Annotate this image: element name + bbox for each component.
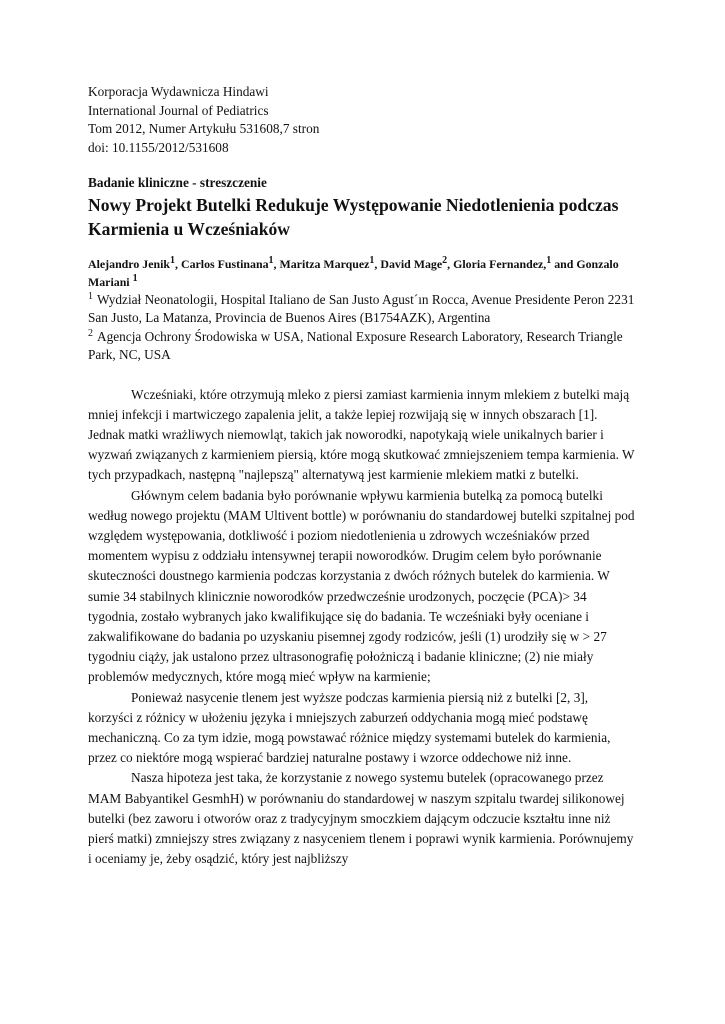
article-title: Nowy Projekt Butelki Redukuje Występowanie Niedotlenienia podczas Karmienia u Wcześniaków xyxy=(88,195,619,239)
publisher-name: Korporacja Wydawnicza Hindawi xyxy=(88,84,269,99)
abstract-body xyxy=(88,385,636,870)
author-name: Gonzalo Mariani xyxy=(88,257,619,289)
affiliation-item xyxy=(88,328,636,365)
journal-name: International Journal of Pediatrics xyxy=(88,102,269,118)
author-name: Gloria Fernandez, xyxy=(453,257,547,271)
affiliation-item xyxy=(88,291,636,328)
author-separator: , xyxy=(273,257,280,271)
author-affiliation-mark: 1 xyxy=(369,255,375,266)
affiliation-text: Agencja Ochrony Środowiska w USA, National Exposure Research Laboratory, Research Triangle Park, NC, USA xyxy=(88,328,623,363)
body-paragraph: Nasza hipoteza jest taka, że korzystanie z nowego systemu butelek (opracowanego przez MAM Babyantikel GesmhH) w porównaniu do standardowej w naszym szpitalu twardej silikonowej butelki (bez zaworu i otworów oraz z tradycyjnym smoczkiem dającym odczucie kształtu inne niż pierś matki) zmniejszy stres związany z nasyceniem tlenem i poprawi wynik karmienia. Porównujemy i oceniamy je, żeby osądzić, który jest najbliższy xyxy=(88,770,634,867)
author-affiliation-mark: 2 xyxy=(442,255,448,266)
author-separator: , xyxy=(374,257,381,271)
doi: doi: 10.1155/2012/531608 xyxy=(88,139,229,155)
author-affiliation-mark: 1 xyxy=(546,255,552,266)
author-separator: and xyxy=(551,257,577,271)
author-list xyxy=(88,255,636,291)
affiliation-number: 2 xyxy=(88,327,93,339)
author-affiliation-mark: 1 xyxy=(132,273,138,284)
body-paragraph: Głównym celem badania było porównanie wpływu karmienia butelką za pomocą butelki według nowego projektu (MAM Ultivent bottle) w porównaniu do standardowej butelki szpitalnej pod względem występowania, dotkliwość i poziom niedotlenienia u zdrowych wcześniaków przed momentem wypisu z oddziału intensywnej terapii noworodków. Drugim celem było porównanie skuteczności doustnego karmienia podczas korzystania z dwóch różnych butelek do karmienia. W sumie 34 stabilnych klinicznie noworodków przedwcześnie urodzonych, poczęcie (PCA)> 34 tygodnia, zostało wybranych jako kwalifikujące się do badania. Te wcześniaki były oceniane i zakwalifikowane do badania po uzyskaniu pisemnej zgody rodziców, jeśli (1) urodziły się w > 27 tygodniu ciąży, jak ustalono przez ultrasonografię położniczą i badanie kliniczne; (2) nie miały problemów medycznych, które mogą mieć wpływ na karmienie; xyxy=(88,487,635,685)
author-name: David Mage xyxy=(380,257,443,271)
affiliation-text: Wydział Neonatologii, Hospital Italiano de San Justo Agust´ın Rocca, Avenue Presidente Peron 2231 San Justo, La Matanza, Provincia de Buenos Aires (B1754AZK), Argentina xyxy=(88,292,635,326)
author-separator: , xyxy=(447,257,454,271)
document-page xyxy=(88,83,636,870)
author-affiliation-mark: 1 xyxy=(268,255,274,266)
author-separator: , xyxy=(175,257,181,271)
author-affiliation-mark: 1 xyxy=(170,255,176,266)
body-paragraph: Wcześniaki, które otrzymują mleko z piersi zamiast karmienia innym mlekiem z butelki mają mniej infekcji i martwiczego zapalenia jelit, a także lepiej rozwijają się w innych obszarach [1]. Jednak matki wrażliwych niemowląt, takich jak noworodki, napotykają wiele unikalnych barier i wyzwań związanych z karmieniem piersią, które mogą skutkować zmniejszeniem tempa karmienia. W tych przypadkach, następną "najlepszą" alternatywą jest karmienie mlekiem matki z butelki. xyxy=(88,386,635,483)
author-name: Carlos Fustinana xyxy=(181,257,269,271)
author-name: Maritza Marquez xyxy=(279,257,370,271)
affiliation-number: 1 xyxy=(88,291,93,302)
body-paragraph: Ponieważ nasycenie tlenem jest wyższe podczas karmienia piersią niż z butelki [2, 3], korzyści z różnicy w ułożeniu języka i mniejszych zaburzeń oddychania mogą mieć podstawę mechaniczną. Co za tym idzie, mogą powstawać różnice między systemami butelek do karmienia, przez co niektóre mogą wspierać bardziej naturalne postawy i wzorce oddechowe niż inne. xyxy=(88,689,611,766)
volume-info: Tom 2012, Numer Artykułu 531608,7 stron xyxy=(88,121,320,136)
publication-header xyxy=(88,83,636,157)
article-type: Badanie kliniczne - streszczenie xyxy=(88,175,267,190)
affiliation-list xyxy=(88,291,636,365)
author-name: Alejandro Jenik xyxy=(88,257,171,271)
